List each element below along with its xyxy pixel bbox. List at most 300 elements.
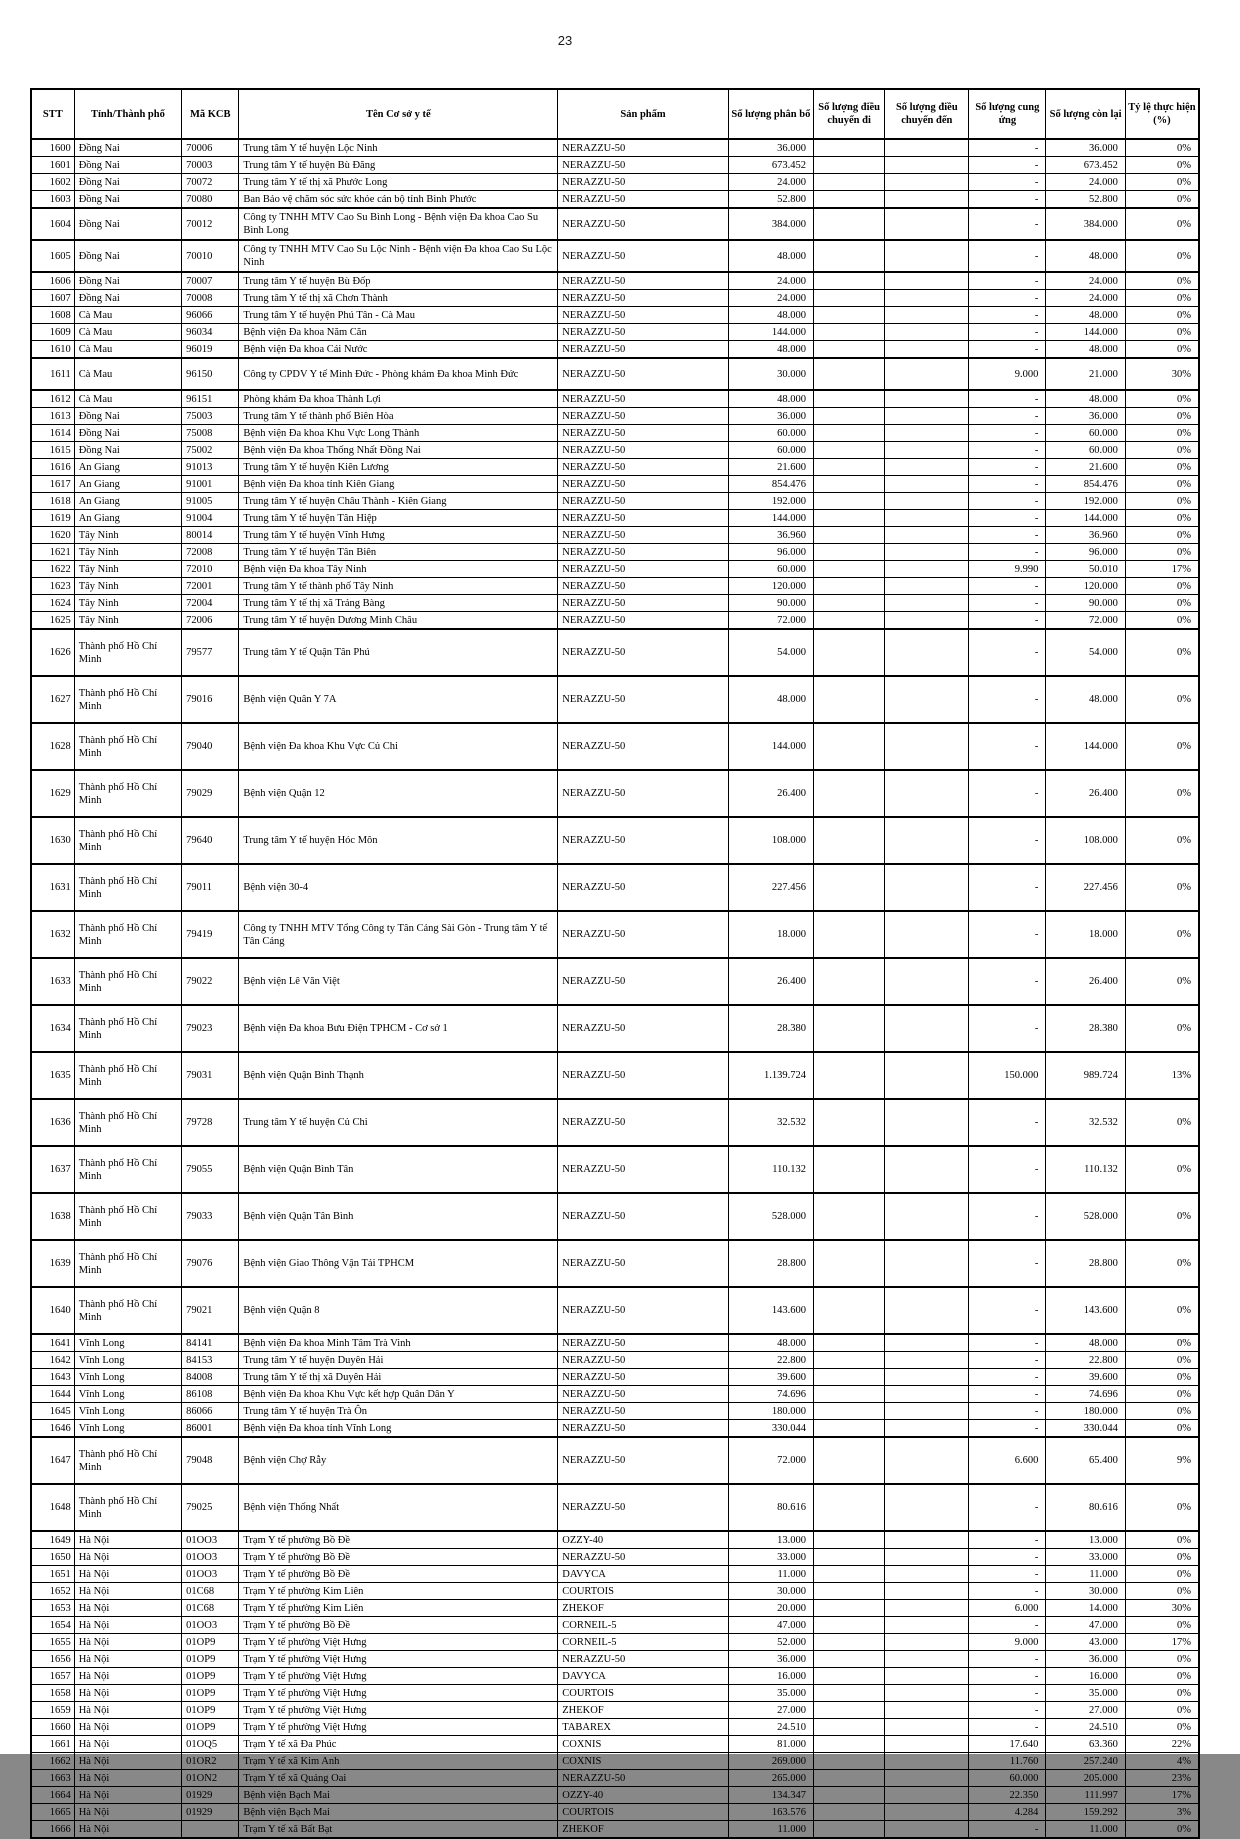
column-header-facility-code: Mã KCB	[182, 89, 239, 139]
cell-facility-code: 75003	[182, 408, 239, 425]
cell-stt: 1609	[31, 324, 74, 341]
cell-completion-rate: 0%	[1125, 240, 1199, 272]
cell-stt: 1661	[31, 1736, 74, 1753]
cell-facility-name: Trạm Y tế phường Việt Hưng	[239, 1702, 558, 1719]
cell-remaining-qty: 47.000	[1046, 1617, 1125, 1634]
cell-supplied-qty: -	[969, 1193, 1046, 1240]
cell-remaining-qty: 74.696	[1046, 1386, 1125, 1403]
cell-product: NERAZZU-50	[558, 1484, 729, 1531]
cell-product: NERAZZU-50	[558, 770, 729, 817]
table-row	[31, 307, 1199, 324]
cell-facility-code: 01OO3	[182, 1549, 239, 1566]
cell-facility-name: Bệnh viện Chợ Rẫy	[239, 1437, 558, 1484]
cell-facility-code: 01OO3	[182, 1531, 239, 1549]
cell-stt: 1600	[31, 139, 74, 157]
cell-province: Tây Ninh	[74, 612, 181, 630]
cell-stt: 1644	[31, 1386, 74, 1403]
cell-remaining-qty: 227.456	[1046, 864, 1125, 911]
cell-allocated-qty: 47.000	[728, 1617, 813, 1634]
cell-stt: 1605	[31, 240, 74, 272]
cell-transfer-out-qty	[814, 139, 885, 157]
cell-facility-code: 70003	[182, 157, 239, 174]
cell-province: Thành phố Hồ Chí Minh	[74, 770, 181, 817]
cell-product: NERAZZU-50	[558, 1146, 729, 1193]
cell-supplied-qty: -	[969, 324, 1046, 341]
cell-transfer-in-qty	[885, 1702, 969, 1719]
table-row	[31, 358, 1199, 390]
cell-facility-name: Trạm Y tế phường Việt Hưng	[239, 1651, 558, 1668]
cell-facility-name: Bệnh viện 30-4	[239, 864, 558, 911]
column-header-remaining-qty: Số lượng còn lại	[1046, 89, 1125, 139]
cell-remaining-qty: 205.000	[1046, 1770, 1125, 1787]
cell-supplied-qty: -	[969, 770, 1046, 817]
cell-facility-name: Bệnh viện Quận Bình Tân	[239, 1146, 558, 1193]
cell-facility-name: Trung tâm Y tế huyện Bù Đăng	[239, 157, 558, 174]
cell-completion-rate: 13%	[1125, 1052, 1199, 1099]
cell-transfer-out-qty	[814, 1420, 885, 1438]
cell-allocated-qty: 227.456	[728, 864, 813, 911]
cell-supplied-qty: -	[969, 958, 1046, 1005]
cell-stt: 1652	[31, 1583, 74, 1600]
cell-facility-name: Bệnh viện Giao Thông Vận Tải TPHCM	[239, 1240, 558, 1287]
cell-allocated-qty: 163.576	[728, 1804, 813, 1821]
cell-completion-rate: 0%	[1125, 1668, 1199, 1685]
cell-transfer-out-qty	[814, 1804, 885, 1821]
cell-remaining-qty: 54.000	[1046, 629, 1125, 676]
cell-facility-name: Trung tâm Y tế thành phố Biên Hòa	[239, 408, 558, 425]
cell-product: NERAZZU-50	[558, 408, 729, 425]
cell-transfer-out-qty	[814, 1685, 885, 1702]
cell-facility-name: Trạm Y tế phường Việt Hưng	[239, 1719, 558, 1736]
cell-supplied-qty: -	[969, 527, 1046, 544]
cell-facility-name: Trung tâm Y tế huyện Duyên Hải	[239, 1352, 558, 1369]
cell-remaining-qty: 27.000	[1046, 1702, 1125, 1719]
cell-province: Thành phố Hồ Chí Minh	[74, 958, 181, 1005]
table-row	[31, 1600, 1199, 1617]
cell-product: NERAZZU-50	[558, 240, 729, 272]
cell-remaining-qty: 144.000	[1046, 723, 1125, 770]
cell-facility-code: 72006	[182, 612, 239, 630]
cell-facility-code: 01OR2	[182, 1753, 239, 1770]
cell-allocated-qty: 72.000	[728, 612, 813, 630]
cell-stt: 1633	[31, 958, 74, 1005]
cell-product: NERAZZU-50	[558, 561, 729, 578]
cell-completion-rate: 0%	[1125, 408, 1199, 425]
cell-transfer-out-qty	[814, 1821, 885, 1839]
cell-province: Hà Nội	[74, 1804, 181, 1821]
cell-allocated-qty: 80.616	[728, 1484, 813, 1531]
cell-transfer-in-qty	[885, 1736, 969, 1753]
cell-supplied-qty: -	[969, 595, 1046, 612]
cell-transfer-out-qty	[814, 510, 885, 527]
cell-completion-rate: 0%	[1125, 174, 1199, 191]
cell-product: DAVYCA	[558, 1668, 729, 1685]
cell-transfer-out-qty	[814, 1787, 885, 1804]
cell-product: NERAZZU-50	[558, 1005, 729, 1052]
cell-supplied-qty: -	[969, 1099, 1046, 1146]
cell-completion-rate: 0%	[1125, 1386, 1199, 1403]
cell-province: Hà Nội	[74, 1685, 181, 1702]
cell-transfer-out-qty	[814, 1702, 885, 1719]
cell-province: Hà Nội	[74, 1651, 181, 1668]
cell-supplied-qty: -	[969, 240, 1046, 272]
table-row	[31, 817, 1199, 864]
cell-supplied-qty: -	[969, 1531, 1046, 1549]
cell-completion-rate: 0%	[1125, 1369, 1199, 1386]
cell-completion-rate: 9%	[1125, 1437, 1199, 1484]
cell-completion-rate: 0%	[1125, 1821, 1199, 1839]
table-row	[31, 510, 1199, 527]
cell-province: Thành phố Hồ Chí Minh	[74, 629, 181, 676]
cell-facility-code: 79040	[182, 723, 239, 770]
cell-facility-name: Bệnh viện Đa khoa Minh Tâm Trà Vinh	[239, 1334, 558, 1352]
cell-stt: 1616	[31, 459, 74, 476]
cell-product: TABAREX	[558, 1719, 729, 1736]
cell-remaining-qty: 48.000	[1046, 341, 1125, 359]
cell-province: Vĩnh Long	[74, 1369, 181, 1386]
cell-supplied-qty: -	[969, 1583, 1046, 1600]
cell-completion-rate: 0%	[1125, 290, 1199, 307]
cell-facility-name: Trung tâm Y tế huyện Bù Đốp	[239, 272, 558, 290]
cell-facility-name: Trung tâm Y tế huyện Dương Minh Châu	[239, 612, 558, 630]
cell-facility-name: Trạm Y tế phường Kim Liên	[239, 1583, 558, 1600]
cell-completion-rate: 0%	[1125, 1651, 1199, 1668]
cell-province: An Giang	[74, 476, 181, 493]
cell-facility-name: Trạm Y tế xã Đa Phúc	[239, 1736, 558, 1753]
cell-stt: 1619	[31, 510, 74, 527]
cell-completion-rate: 0%	[1125, 272, 1199, 290]
cell-completion-rate: 0%	[1125, 544, 1199, 561]
cell-facility-name: Trung tâm Y tế huyện Vĩnh Hưng	[239, 527, 558, 544]
cell-product: NERAZZU-50	[558, 1334, 729, 1352]
cell-facility-code: 79021	[182, 1287, 239, 1334]
cell-facility-name: Trung tâm Y tế thị xã Trảng Bàng	[239, 595, 558, 612]
cell-transfer-out-qty	[814, 770, 885, 817]
cell-transfer-out-qty	[814, 1770, 885, 1787]
cell-stt: 1645	[31, 1403, 74, 1420]
cell-allocated-qty: 120.000	[728, 578, 813, 595]
cell-transfer-out-qty	[814, 1484, 885, 1531]
cell-supplied-qty: -	[969, 629, 1046, 676]
cell-completion-rate: 0%	[1125, 958, 1199, 1005]
cell-transfer-in-qty	[885, 911, 969, 958]
cell-transfer-in-qty	[885, 1566, 969, 1583]
cell-remaining-qty: 33.000	[1046, 1549, 1125, 1566]
cell-supplied-qty: -	[969, 272, 1046, 290]
cell-allocated-qty: 39.600	[728, 1369, 813, 1386]
cell-province: Hà Nội	[74, 1736, 181, 1753]
cell-completion-rate: 0%	[1125, 1549, 1199, 1566]
cell-allocated-qty: 48.000	[728, 676, 813, 723]
cell-province: Đồng Nai	[74, 157, 181, 174]
cell-stt: 1615	[31, 442, 74, 459]
cell-transfer-in-qty	[885, 817, 969, 864]
cell-supplied-qty: -	[969, 290, 1046, 307]
cell-facility-code: 70007	[182, 272, 239, 290]
cell-facility-name: Bệnh viện Đa khoa Thống Nhất Đồng Nai	[239, 442, 558, 459]
cell-facility-code: 01929	[182, 1787, 239, 1804]
cell-transfer-out-qty	[814, 358, 885, 390]
cell-allocated-qty: 11.000	[728, 1566, 813, 1583]
cell-remaining-qty: 36.000	[1046, 139, 1125, 157]
cell-stt: 1640	[31, 1287, 74, 1334]
cell-stt: 1666	[31, 1821, 74, 1839]
cell-facility-code: 01OP9	[182, 1634, 239, 1651]
cell-transfer-in-qty	[885, 1583, 969, 1600]
table-row	[31, 1287, 1199, 1334]
cell-stt: 1629	[31, 770, 74, 817]
cell-facility-name: Bệnh viện Quận 8	[239, 1287, 558, 1334]
cell-facility-name: Công ty CPDV Y tế Minh Đức - Phòng khám Đa khoa Minh Đức	[239, 358, 558, 390]
cell-completion-rate: 0%	[1125, 191, 1199, 209]
cell-stt: 1648	[31, 1484, 74, 1531]
cell-facility-name: Trung tâm Y tế huyện Củ Chi	[239, 1099, 558, 1146]
cell-remaining-qty: 48.000	[1046, 307, 1125, 324]
cell-allocated-qty: 144.000	[728, 324, 813, 341]
cell-transfer-in-qty	[885, 527, 969, 544]
cell-province: Hà Nội	[74, 1566, 181, 1583]
cell-remaining-qty: 384.000	[1046, 208, 1125, 240]
cell-facility-code: 79033	[182, 1193, 239, 1240]
cell-remaining-qty: 30.000	[1046, 1583, 1125, 1600]
cell-remaining-qty: 90.000	[1046, 595, 1125, 612]
cell-province: An Giang	[74, 510, 181, 527]
cell-province: Vĩnh Long	[74, 1403, 181, 1420]
cell-stt: 1647	[31, 1437, 74, 1484]
cell-facility-code: 70072	[182, 174, 239, 191]
cell-transfer-in-qty	[885, 676, 969, 723]
cell-supplied-qty: -	[969, 1146, 1046, 1193]
cell-remaining-qty: 673.452	[1046, 157, 1125, 174]
cell-allocated-qty: 48.000	[728, 307, 813, 324]
cell-province: Cà Mau	[74, 341, 181, 359]
cell-stt: 1654	[31, 1617, 74, 1634]
cell-stt: 1637	[31, 1146, 74, 1193]
table-header-row	[31, 89, 1199, 139]
cell-supplied-qty: -	[969, 341, 1046, 359]
cell-province: An Giang	[74, 493, 181, 510]
cell-province: Thành phố Hồ Chí Minh	[74, 864, 181, 911]
cell-stt: 1626	[31, 629, 74, 676]
cell-province: Thành phố Hồ Chí Minh	[74, 723, 181, 770]
table-row	[31, 1352, 1199, 1369]
cell-completion-rate: 0%	[1125, 1005, 1199, 1052]
cell-transfer-in-qty	[885, 1531, 969, 1549]
cell-product: COURTOIS	[558, 1804, 729, 1821]
cell-product: NERAZZU-50	[558, 510, 729, 527]
cell-province: Đồng Nai	[74, 408, 181, 425]
table-row	[31, 629, 1199, 676]
cell-transfer-in-qty	[885, 629, 969, 676]
cell-completion-rate: 0%	[1125, 208, 1199, 240]
cell-stt: 1617	[31, 476, 74, 493]
table-row	[31, 191, 1199, 209]
cell-province: Tây Ninh	[74, 578, 181, 595]
cell-product: NERAZZU-50	[558, 1352, 729, 1369]
cell-facility-name: Trạm Y tế xã Quảng Oai	[239, 1770, 558, 1787]
cell-remaining-qty: 144.000	[1046, 324, 1125, 341]
cell-transfer-in-qty	[885, 191, 969, 209]
cell-product: NERAZZU-50	[558, 174, 729, 191]
cell-transfer-out-qty	[814, 1287, 885, 1334]
cell-transfer-out-qty	[814, 864, 885, 911]
cell-supplied-qty: -	[969, 139, 1046, 157]
cell-transfer-out-qty	[814, 290, 885, 307]
cell-remaining-qty: 96.000	[1046, 544, 1125, 561]
table-row	[31, 341, 1199, 359]
cell-stt: 1646	[31, 1420, 74, 1438]
cell-allocated-qty: 854.476	[728, 476, 813, 493]
allocation-table	[30, 88, 1200, 1839]
cell-transfer-out-qty	[814, 459, 885, 476]
cell-stt: 1663	[31, 1770, 74, 1787]
cell-facility-code: 72008	[182, 544, 239, 561]
column-header-transfer-in-qty: Số lượng điều chuyển đến	[885, 89, 969, 139]
cell-supplied-qty: -	[969, 676, 1046, 723]
cell-transfer-in-qty	[885, 324, 969, 341]
cell-remaining-qty: 143.600	[1046, 1287, 1125, 1334]
cell-remaining-qty: 50.010	[1046, 561, 1125, 578]
table-row	[31, 425, 1199, 442]
cell-transfer-out-qty	[814, 1334, 885, 1352]
cell-product: NERAZZU-50	[558, 527, 729, 544]
cell-stt: 1614	[31, 425, 74, 442]
cell-stt: 1603	[31, 191, 74, 209]
cell-completion-rate: 0%	[1125, 139, 1199, 157]
cell-facility-name: Trạm Y tế phường Bồ Đề	[239, 1549, 558, 1566]
cell-transfer-out-qty	[814, 1099, 885, 1146]
table-row	[31, 442, 1199, 459]
cell-transfer-out-qty	[814, 1386, 885, 1403]
cell-supplied-qty: -	[969, 1386, 1046, 1403]
table-row	[31, 1334, 1199, 1352]
cell-product: NERAZZU-50	[558, 676, 729, 723]
cell-transfer-in-qty	[885, 578, 969, 595]
cell-remaining-qty: 18.000	[1046, 911, 1125, 958]
table-row	[31, 676, 1199, 723]
cell-transfer-in-qty	[885, 1403, 969, 1420]
cell-product: NERAZZU-50	[558, 191, 729, 209]
cell-stt: 1650	[31, 1549, 74, 1566]
cell-facility-name: Bệnh viện Bạch Mai	[239, 1804, 558, 1821]
cell-transfer-in-qty	[885, 1420, 969, 1438]
cell-province: Đồng Nai	[74, 272, 181, 290]
cell-facility-code: 79419	[182, 911, 239, 958]
cell-province: Tây Ninh	[74, 595, 181, 612]
cell-stt: 1612	[31, 390, 74, 408]
cell-allocated-qty: 330.044	[728, 1420, 813, 1438]
cell-transfer-out-qty	[814, 958, 885, 1005]
cell-supplied-qty: -	[969, 208, 1046, 240]
cell-completion-rate: 0%	[1125, 1617, 1199, 1634]
cell-province: An Giang	[74, 459, 181, 476]
table-row	[31, 1386, 1199, 1403]
cell-transfer-in-qty	[885, 864, 969, 911]
cell-transfer-in-qty	[885, 595, 969, 612]
cell-stt: 1657	[31, 1668, 74, 1685]
cell-transfer-in-qty	[885, 1617, 969, 1634]
cell-allocated-qty: 33.000	[728, 1549, 813, 1566]
cell-facility-code: 79728	[182, 1099, 239, 1146]
cell-supplied-qty: -	[969, 1403, 1046, 1420]
cell-province: Hà Nội	[74, 1770, 181, 1787]
cell-transfer-in-qty	[885, 139, 969, 157]
cell-stt: 1653	[31, 1600, 74, 1617]
cell-transfer-out-qty	[814, 595, 885, 612]
cell-remaining-qty: 36.000	[1046, 408, 1125, 425]
cell-facility-code: 79023	[182, 1005, 239, 1052]
cell-facility-name: Công ty TNHH MTV Cao Su Lộc Ninh - Bệnh viện Đa khoa Cao Su Lộc Ninh	[239, 240, 558, 272]
cell-product: COURTOIS	[558, 1583, 729, 1600]
cell-stt: 1639	[31, 1240, 74, 1287]
cell-product: NERAZZU-50	[558, 911, 729, 958]
cell-transfer-in-qty	[885, 425, 969, 442]
cell-supplied-qty: 150.000	[969, 1052, 1046, 1099]
cell-facility-name: Trung tâm Y tế huyện Hóc Môn	[239, 817, 558, 864]
table-row	[31, 1437, 1199, 1484]
cell-remaining-qty: 257.240	[1046, 1753, 1125, 1770]
cell-allocated-qty: 30.000	[728, 1583, 813, 1600]
cell-supplied-qty: -	[969, 544, 1046, 561]
table-row	[31, 1702, 1199, 1719]
cell-stt: 1618	[31, 493, 74, 510]
cell-remaining-qty: 180.000	[1046, 1403, 1125, 1420]
cell-remaining-qty: 528.000	[1046, 1193, 1125, 1240]
table-row	[31, 1531, 1199, 1549]
cell-facility-code: 75002	[182, 442, 239, 459]
cell-product: NERAZZU-50	[558, 1052, 729, 1099]
cell-allocated-qty: 27.000	[728, 1702, 813, 1719]
table-row	[31, 1193, 1199, 1240]
cell-transfer-out-qty	[814, 1005, 885, 1052]
cell-province: Đồng Nai	[74, 208, 181, 240]
cell-completion-rate: 0%	[1125, 1566, 1199, 1583]
cell-transfer-in-qty	[885, 1334, 969, 1352]
cell-completion-rate: 0%	[1125, 1583, 1199, 1600]
cell-allocated-qty: 143.600	[728, 1287, 813, 1334]
cell-facility-code: 79055	[182, 1146, 239, 1193]
cell-remaining-qty: 48.000	[1046, 240, 1125, 272]
cell-completion-rate: 0%	[1125, 629, 1199, 676]
cell-stt: 1659	[31, 1702, 74, 1719]
cell-remaining-qty: 39.600	[1046, 1369, 1125, 1386]
cell-transfer-out-qty	[814, 1052, 885, 1099]
cell-completion-rate: 0%	[1125, 1146, 1199, 1193]
cell-remaining-qty: 330.044	[1046, 1420, 1125, 1438]
cell-stt: 1664	[31, 1787, 74, 1804]
cell-transfer-in-qty	[885, 240, 969, 272]
cell-completion-rate: 30%	[1125, 358, 1199, 390]
cell-transfer-in-qty	[885, 272, 969, 290]
cell-province: Thành phố Hồ Chí Minh	[74, 1005, 181, 1052]
table-row	[31, 272, 1199, 290]
cell-transfer-out-qty	[814, 1193, 885, 1240]
cell-facility-code: 96151	[182, 390, 239, 408]
cell-facility-code: 86108	[182, 1386, 239, 1403]
cell-supplied-qty: -	[969, 864, 1046, 911]
column-header-transfer-out-qty: Số lượng điều chuyển đi	[814, 89, 885, 139]
cell-facility-name: Công ty TNHH MTV Tổng Công ty Tân Cảng Sài Gòn - Trung tâm Y tế Tân Cảng	[239, 911, 558, 958]
table-row	[31, 408, 1199, 425]
cell-province: Vĩnh Long	[74, 1386, 181, 1403]
cell-allocated-qty: 26.400	[728, 958, 813, 1005]
table-row	[31, 1770, 1199, 1787]
cell-supplied-qty: -	[969, 1702, 1046, 1719]
cell-completion-rate: 0%	[1125, 723, 1199, 770]
cell-transfer-out-qty	[814, 307, 885, 324]
cell-facility-name: Bệnh viện Quân Y 7A	[239, 676, 558, 723]
cell-allocated-qty: 24.000	[728, 290, 813, 307]
